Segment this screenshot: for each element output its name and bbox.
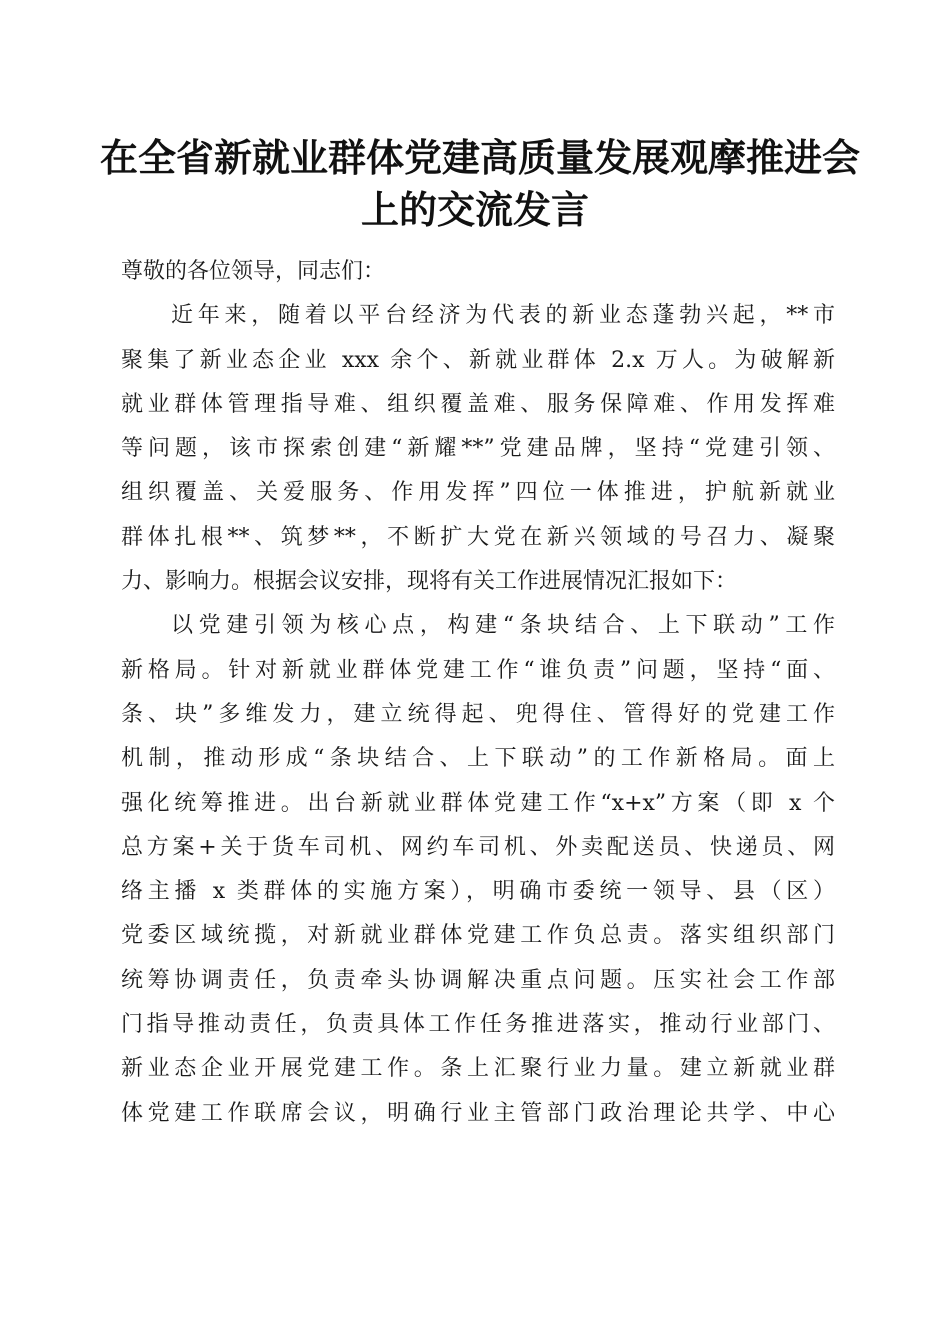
paragraph-line: 群体扎根**、筑梦**，不断扩大党在新兴领域的号召力、凝聚 <box>121 524 835 550</box>
paragraph-line: 以党建引领为核心点，构建“条块结合、上下联动”工作 <box>171 613 835 639</box>
paragraph-line: 新格局。针对新就业群体党建工作“谁负责”问题，坚持“面、 <box>121 657 835 683</box>
paragraph-line: 强化统筹推进。出台新就业群体党建工作“x+x”方案（即 x 个 <box>121 790 835 816</box>
document-title <box>100 132 861 236</box>
paragraph-line: 总方案+关于货车司机、网约车司机、外卖配送员、快递员、网 <box>121 834 835 860</box>
document-body <box>121 250 835 1136</box>
paragraph-line: 统筹协调责任，负责牵头协调解决重点问题。压实社会工作部 <box>121 967 835 993</box>
paragraph-line: 力、影响力。根据会议安排，现将有关工作进展情况汇报如下： <box>121 569 738 595</box>
salutation: 尊敬的各位领导，同志们： <box>121 259 386 284</box>
paragraph-line: 体党建工作联席会议，明确行业主管部门政治理论共学、中心 <box>121 1100 835 1126</box>
paragraph-line: 聚集了新业态企业 xxx 余个、新就业群体 2.x 万人。为破解新 <box>121 347 835 373</box>
paragraph-line: 近年来，随着以平台经济为代表的新业态蓬勃兴起，**市 <box>171 303 835 329</box>
title-line-1: 在全省新就业群体党建高质量发展观摩推进会 <box>100 135 861 180</box>
paragraph-1 <box>121 294 835 604</box>
paragraph-line: 就业群体管理指导难、组织覆盖难、服务保障难、作用发挥难 <box>121 391 835 417</box>
paragraph-line: 组织覆盖、关爱服务、作用发挥”四位一体推进，护航新就业 <box>121 480 835 506</box>
paragraph-line: 等问题，该市探索创建“新耀**”党建品牌，坚持“党建引领、 <box>121 436 835 462</box>
title-line-2: 上的交流发言 <box>360 187 589 232</box>
paragraph-line: 条、块”多维发力，建立统得起、兜得住、管得好的党建工作 <box>121 701 835 727</box>
paragraph-2 <box>121 604 835 1136</box>
paragraph-line: 新业态企业开展党建工作。条上汇聚行业力量。建立新就业群 <box>121 1056 835 1082</box>
paragraph-line: 机制，推动形成“条块结合、上下联动”的工作新格局。面上 <box>121 746 835 772</box>
paragraph-line: 党委区域统揽，对新就业群体党建工作负总责。落实组织部门 <box>121 923 835 949</box>
paragraph-line: 络主播 x 类群体的实施方案），明确市委统一领导、县（区） <box>121 879 835 905</box>
paragraph-line: 门指导推动责任，负责具体工作任务推进落实，推动行业部门、 <box>121 1012 835 1038</box>
